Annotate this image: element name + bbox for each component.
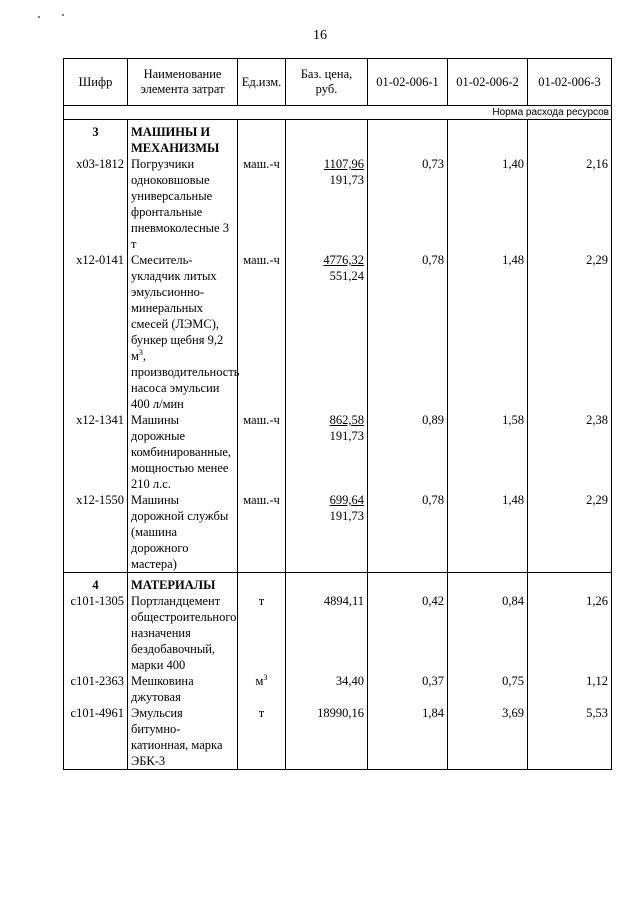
row-price: 34,40 [286,673,368,705]
price-sub: 551,24 [329,269,364,283]
header-col3: 01-02-006-3 [528,59,612,106]
row-price [286,412,368,492]
row-name: Машины дорожные комбинированные, мощностью менее 210 л.с. [128,412,238,492]
row-value-2: 1,48 [448,492,528,573]
row-name-superscript: 3 [138,347,143,357]
header-col2: 01-02-006-2 [448,59,528,106]
row-name: Мешковина джутовая [128,673,238,705]
row-value-3: 2,29 [528,492,612,573]
row-unit-superscript: 3 [263,672,268,682]
price-main: 699,64 [329,493,364,507]
row-value-1: 0,89 [368,412,448,492]
scan-speck [38,16,40,18]
row-code: с101-1305 [64,593,128,673]
row-value-2: 0,84 [448,593,528,673]
row-code: с101-4961 [64,705,128,770]
row-value-2: 0,75 [448,673,528,705]
section-number: 3 [64,120,128,157]
section-number: 4 [64,573,128,594]
row-code: х12-1550 [64,492,128,573]
table-row [64,593,612,673]
row-price [286,156,368,252]
table-header-row [64,59,612,106]
row-code: х03-1812 [64,156,128,252]
row-name-part: , производительность насоса эмульсии 400 л/мин [131,349,240,411]
row-unit: маш.-ч [238,156,286,252]
row-unit: маш.-ч [238,492,286,573]
row-name: Эмульсия битумно-катионная, марка ЭБК-3 [128,705,238,770]
price-sub: 191,73 [329,509,364,523]
row-price [286,252,368,412]
table-row [64,412,612,492]
header-price: Баз. цена, руб. [286,59,368,106]
price-sub: 191,73 [329,429,364,443]
row-value-3: 1,26 [528,593,612,673]
section-header-row [64,573,612,594]
table-row [64,705,612,770]
section-header-row [64,120,612,157]
row-code: с101-2363 [64,673,128,705]
row-value-1: 1,84 [368,705,448,770]
row-value-3: 2,29 [528,252,612,412]
row-name: Погрузчики одноковшовые универсальные фронтальные пневмоколесные 3 т [128,156,238,252]
row-unit [238,673,286,705]
row-unit: маш.-ч [238,252,286,412]
row-value-1: 0,37 [368,673,448,705]
row-name [128,252,238,412]
table-row [64,252,612,412]
row-code: х12-1341 [64,412,128,492]
row-value-3: 1,12 [528,673,612,705]
price-main: 1107,96 [323,157,364,171]
row-value-2: 3,69 [448,705,528,770]
header-unit: Ед.изм. [238,59,286,106]
row-value-1: 0,78 [368,252,448,412]
resource-table [63,58,612,770]
row-value-3: 2,16 [528,156,612,252]
row-price [286,492,368,573]
row-name-part: Смеситель-укладчик литых эмульсионно-минеральных смесей (ЛЭМС), бункер щебня 9,2 м [131,253,224,363]
row-value-1: 0,73 [368,156,448,252]
row-value-2: 1,58 [448,412,528,492]
row-name: Портландцемент общестроительного назначения бездобавочный, марки 400 [128,593,238,673]
table-row [64,156,612,252]
header-col1: 01-02-006-1 [368,59,448,106]
table-row [64,673,612,705]
row-unit: т [238,705,286,770]
table-row [64,492,612,573]
price-sub: 191,73 [329,173,364,187]
section-title: МАТЕРИАЛЫ [128,573,238,594]
header-name: Наименование элемента затрат [128,59,238,106]
row-code: х12-0141 [64,252,128,412]
row-value-3: 5,53 [528,705,612,770]
row-value-1: 0,78 [368,492,448,573]
norm-label: Норма расхода ресурсов [64,106,612,120]
row-price: 4894,11 [286,593,368,673]
row-price: 18990,16 [286,705,368,770]
scan-speck [62,14,64,16]
section-title: МАШИНЫ И МЕХАНИЗМЫ [128,120,238,157]
row-value-2: 1,48 [448,252,528,412]
price-main: 862,58 [329,413,364,427]
row-unit: маш.-ч [238,412,286,492]
row-value-1: 0,42 [368,593,448,673]
row-unit: т [238,593,286,673]
row-unit-part: м [255,674,264,688]
price-main: 4776,32 [323,253,364,267]
row-value-3: 2,38 [528,412,612,492]
header-code: Шифр [64,59,128,106]
row-name: Машины дорожной службы (машина дорожного мастера) [128,492,238,573]
page-number: 16 [313,28,327,43]
norm-row [64,106,612,120]
row-value-2: 1,40 [448,156,528,252]
